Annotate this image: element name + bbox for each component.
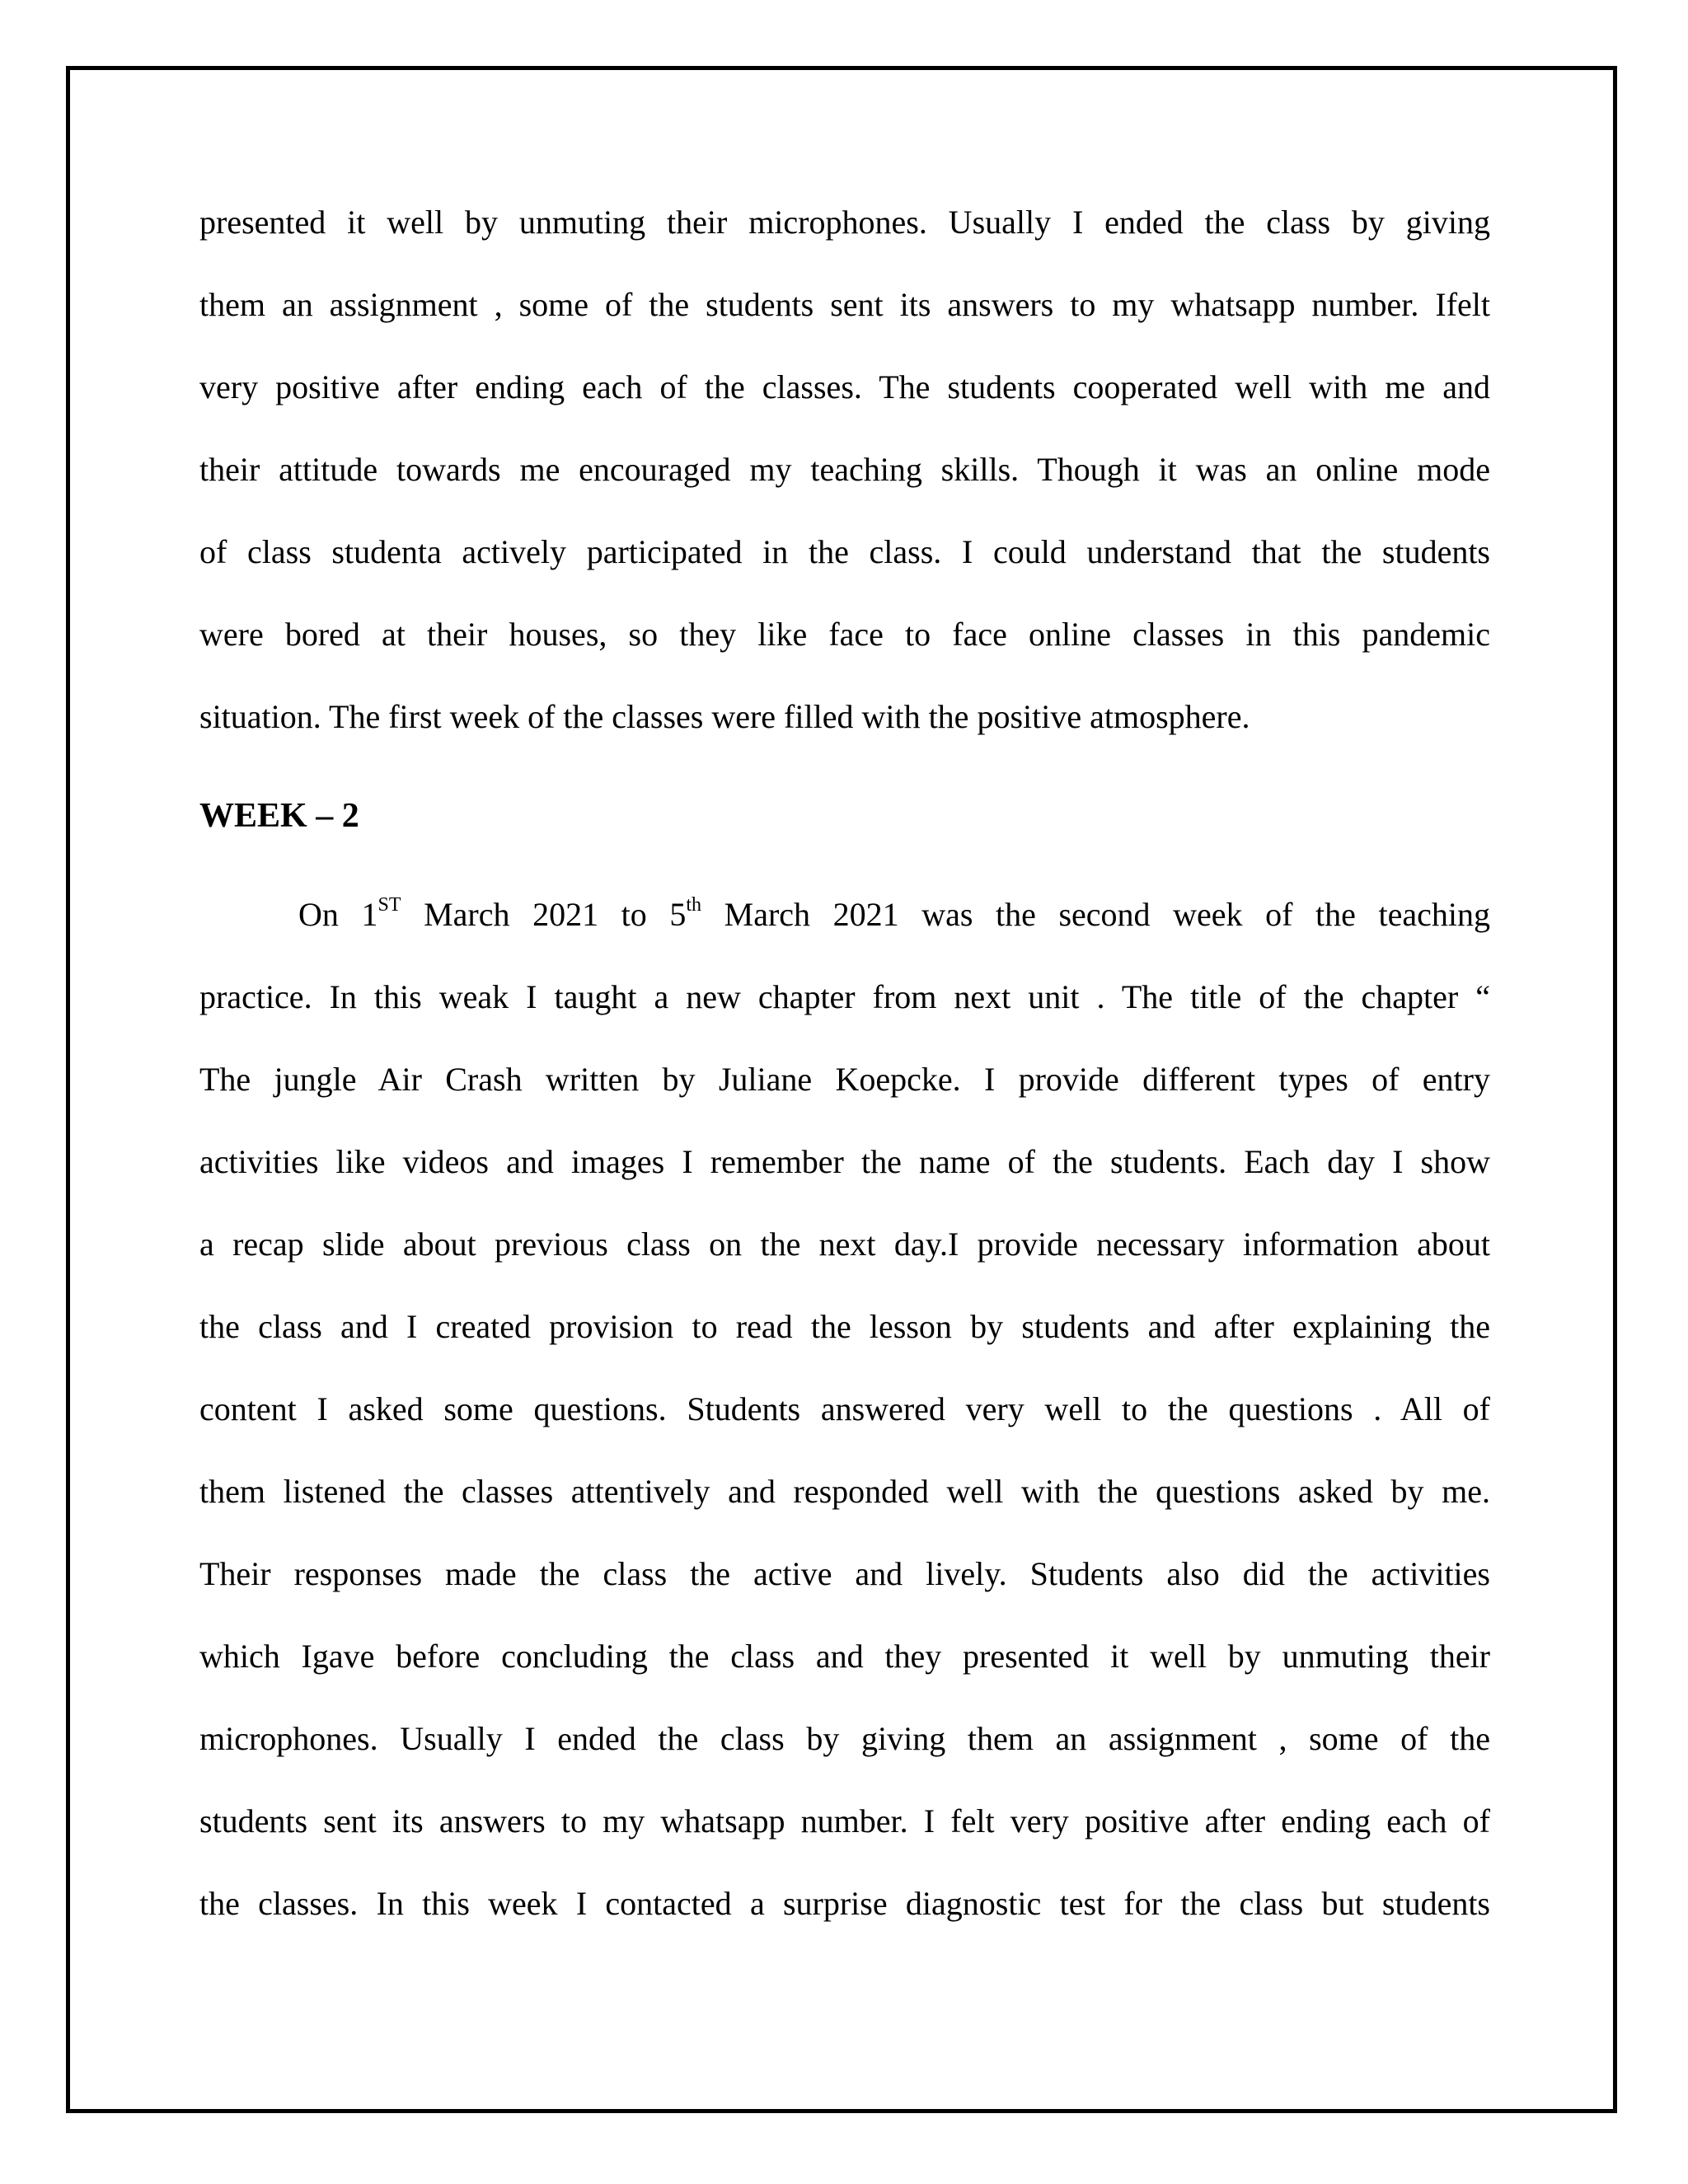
text-line: very positive after ending each of the classes. The students cooperated well with me and xyxy=(199,368,1490,405)
text-line: situation. The first week of the classes were filled with the positive atmosphere. xyxy=(199,698,1250,735)
text-line: of class studenta actively participated in the class. I could understand that the students xyxy=(199,533,1490,570)
text-line: microphones. Usually I ended the class by giving them an assignment , some of the xyxy=(199,1720,1490,1757)
text-line: them an assignment , some of the students sent its answers to my whatsapp number. Ifelt xyxy=(199,286,1490,323)
text-line: Their responses made the class the active and lively. Students also did the activities xyxy=(199,1555,1490,1592)
text-line: presented it well by unmuting their microphones. Usually I ended the class by giving xyxy=(199,204,1490,241)
paragraph-week-2 xyxy=(199,874,1490,1945)
line-remainder-text: March 2021 was the second week of the teaching xyxy=(701,896,1490,933)
text-line: were bored at their houses, so they like face to face online classes in this pandemic xyxy=(199,616,1490,653)
text-line: their attitude towards me encouraged my teaching skills. Though it was an online mode xyxy=(199,451,1490,488)
text-line: students sent its answers to my whatsapp number. I felt very positive after ending each of xyxy=(199,1802,1490,1840)
document-body xyxy=(199,181,1490,1945)
ordinal-superscript: ST xyxy=(377,893,401,916)
text-line: the class and I created provision to read the lesson by students and after explaining the xyxy=(199,1308,1490,1345)
text-line: a recap slide about previous class on the next day.I provide necessary information about xyxy=(199,1226,1490,1263)
date-start-text: On 1 xyxy=(298,896,378,933)
text-line: them listened the classes attentively and responded well with the questions asked by me. xyxy=(199,1473,1490,1510)
date-end-text: March 2021 to 5 xyxy=(401,896,687,933)
text-line-first xyxy=(199,874,1490,956)
ordinal-superscript: th xyxy=(686,893,702,916)
text-line: which Igave before concluding the class and they presented it well by unmuting their xyxy=(199,1638,1490,1675)
paragraph-week-1-summary xyxy=(199,181,1490,758)
text-line: the classes. In this week I contacted a surprise diagnostic test for the class but students xyxy=(199,1885,1490,1922)
text-line: content I asked some questions. Students answered very well to the questions . All of xyxy=(199,1390,1490,1427)
section-heading-week-2: WEEK – 2 xyxy=(199,797,359,835)
text-line: The jungle Air Crash written by Juliane Koepcke. I provide different types of entry xyxy=(199,1061,1490,1098)
text-line: activities like videos and images I remember the name of the students. Each day I show xyxy=(199,1143,1490,1180)
text-line: practice. In this weak I taught a new chapter from next unit . The title of the chapter “ xyxy=(199,978,1490,1015)
